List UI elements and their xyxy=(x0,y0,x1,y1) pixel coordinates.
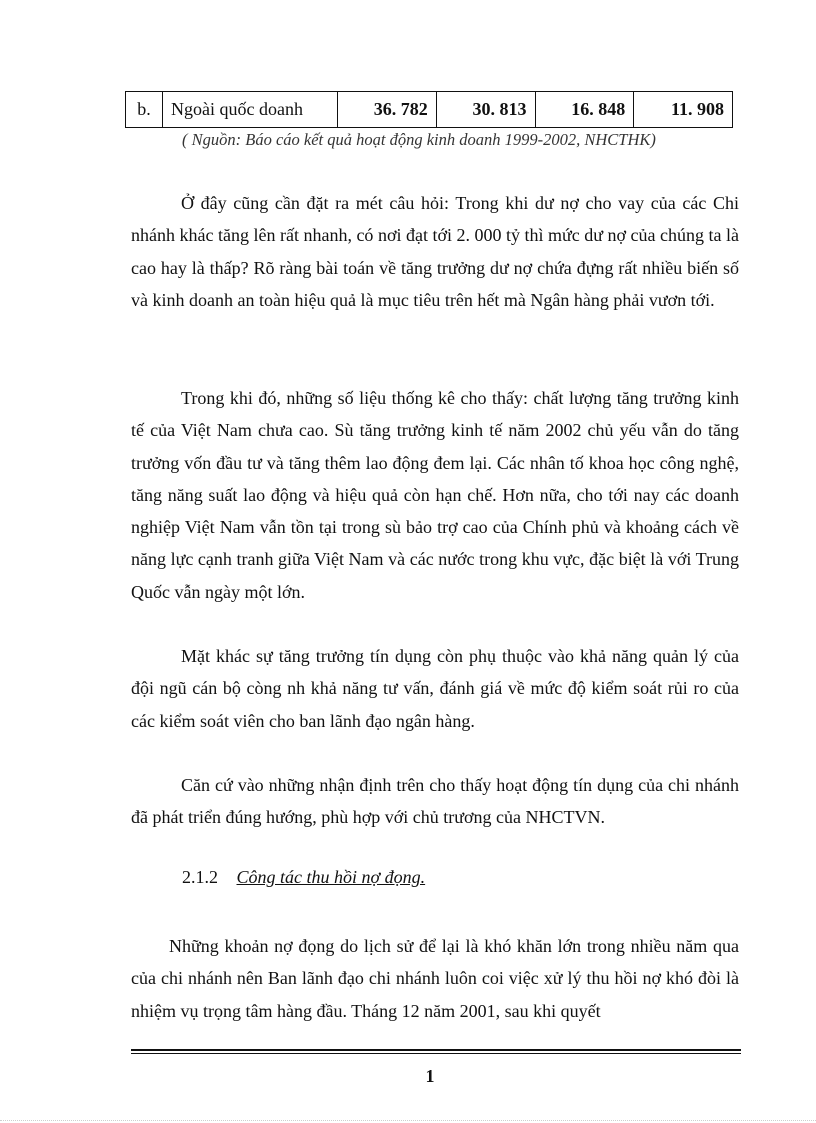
section-title: Công tác thu hồi nợ đọng. xyxy=(236,867,426,887)
table-cell: 30. 813 xyxy=(436,92,535,128)
section-number: 2.1.2 xyxy=(182,867,218,887)
paragraph: Ở đây cũng cần đặt ra mét câu hỏi: Trong khi dư nợ cho vay của các Chi nhánh khác tăng lên rất nhanh, có nơi đạt tới 2. 000 tỷ thì mức dư nợ của chúng ta là cao hay là thấp? Rõ ràng bài toán về tăng trưởng dư nợ chứa đựng rất nhiều biến số và kinh doanh an toàn hiệu quả là mục tiêu trên hết mà Ngân hàng phải vươn tới. xyxy=(131,193,739,310)
paragraph: Những khoản nợ đọng do lịch sử để lại là khó khăn lớn trong nhiều năm qua của chi nhánh nên Ban lãnh đạo chi nhánh luôn coi việc xử lý thu hồi nợ khó đòi là nhiệm vụ trọng tâm hàng đầu. Tháng 12 năm 2001, sau khi quyết xyxy=(131,936,739,1021)
table-cell: 36. 782 xyxy=(338,92,437,128)
paragraph: Căn cứ vào những nhận định trên cho thấy hoạt động tín dụng của chi nhánh đã phát triển đúng hướng, phù hợp với chủ trương của NHCTVN. xyxy=(131,775,739,828)
row-label: Ngoài quốc doanh xyxy=(163,92,338,128)
footer-rule xyxy=(131,1053,741,1054)
row-index: b. xyxy=(126,92,163,128)
table-cell: 11. 908 xyxy=(634,92,733,128)
page-number: 1 xyxy=(425,1066,435,1086)
table-cell: 16. 848 xyxy=(535,92,634,128)
page-border-dots xyxy=(0,1120,816,1121)
section-heading xyxy=(182,867,425,888)
paragraph: Trong khi đó, những số liệu thống kê cho thấy: chất lượng tăng trưởng kinh tế của Việt Nam chưa cao. Sù tăng trưởng kinh tế năm 2002 chủ yếu vẫn do tăng trưởng vốn đầu tư và tăng thêm lao động đem lại. Các nhân tố khoa học công nghệ, tăng năng suất lao động và hiệu quả còn hạn chế. Hơn nữa, cho tới nay các doanh nghiệp Việt Nam vẫn tồn tại trong sù bảo trợ cao của Chính phủ và khoảng cách về năng lực cạnh tranh giữa Việt Nam và các nước trong khu vực, đặc biệt là với Trung Quốc vẫn ngày một lớn. xyxy=(131,388,739,602)
loan-table xyxy=(125,91,733,128)
footer-rule xyxy=(131,1049,741,1051)
source-note: ( Nguồn: Báo cáo kết quả hoạt động kinh doanh 1999-2002, NHCTHK) xyxy=(182,130,656,149)
table-row xyxy=(126,92,733,128)
paragraph: Mặt khác sự tăng trưởng tín dụng còn phụ thuộc vào khả năng quản lý của đội ngũ cán bộ còng nh khả năng tư vấn, đánh giá về mức độ kiểm soát rủi ro của các kiểm soát viên cho ban lãnh đạo ngân hàng. xyxy=(131,646,739,731)
